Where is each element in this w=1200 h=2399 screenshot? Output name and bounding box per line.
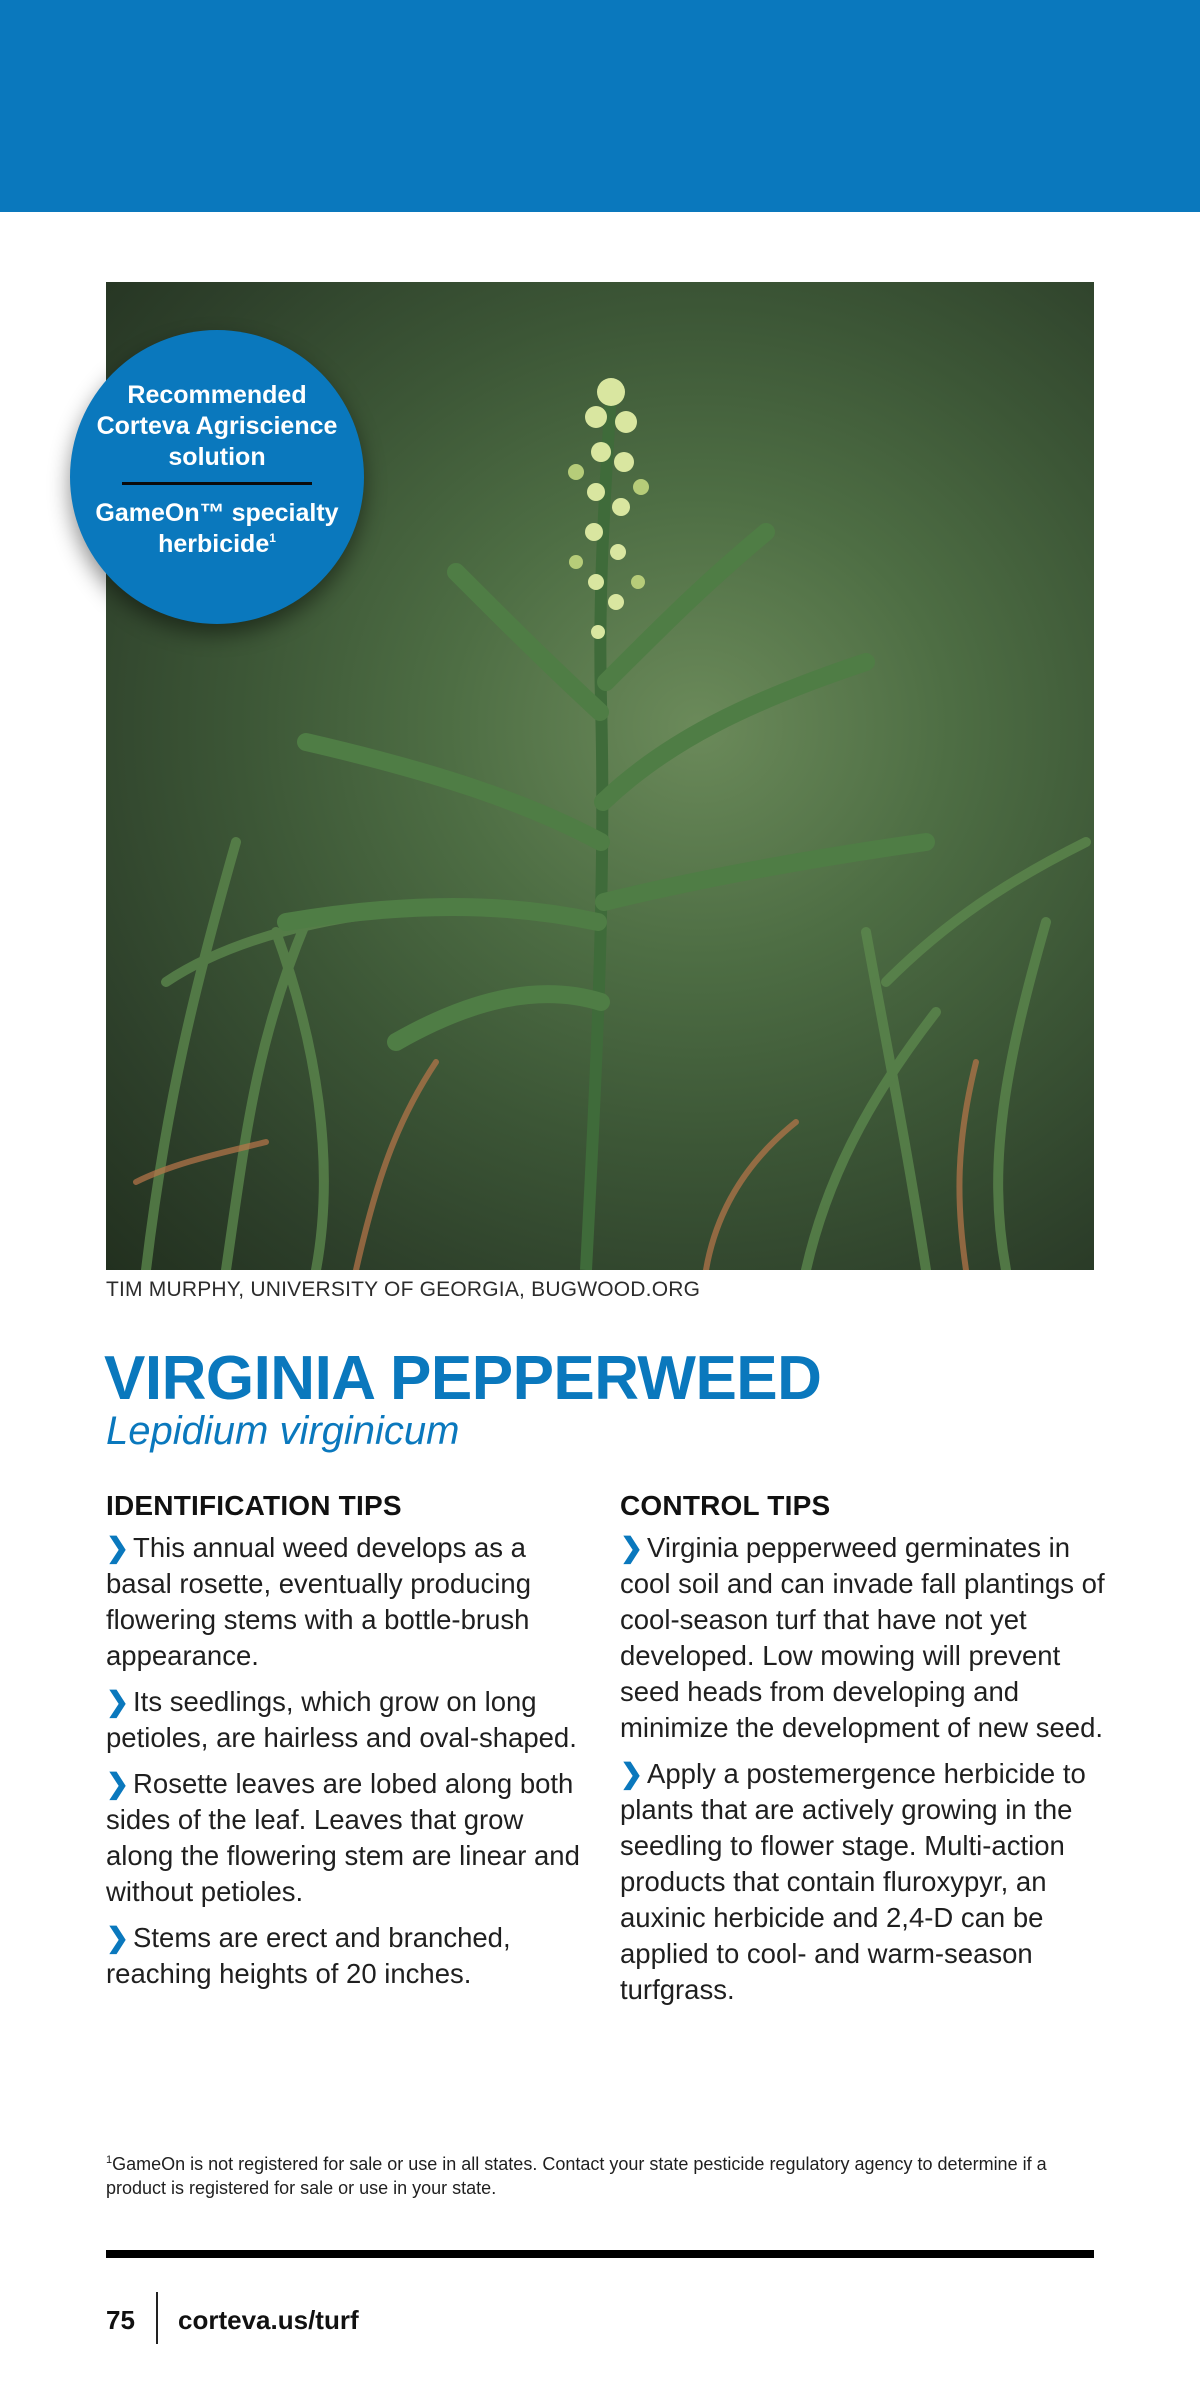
badge-footnote-marker: 1 [269,531,276,545]
control-tip [620,1530,1110,1746]
chevron-right-icon: ❯ [106,1532,130,1563]
chevron-right-icon: ❯ [620,1532,644,1563]
footer-separator [156,2292,158,2344]
badge-recommendation-text [90,380,344,473]
identification-tip [106,1530,586,1674]
footer-url[interactable]: corteva.us/turf [178,2305,359,2335]
badge-product-name: herbicide [158,530,270,558]
control-tip [620,1756,1110,2008]
badge-line-3: solution [168,443,266,471]
badge-line-1: Recommended [127,381,307,409]
chevron-right-icon: ❯ [106,1686,130,1717]
identification-heading: IDENTIFICATION TIPS [106,1490,402,1521]
recommended-solution-badge [70,330,364,624]
page-number: 75 [106,2305,135,2335]
chevron-right-icon: ❯ [106,1768,130,1799]
badge-product-line-1: GameOn™ specialty [95,499,339,527]
identification-tip [106,1766,586,1910]
header-band [0,0,1200,212]
footnote-text: GameOn is not registered for sale or use in all states. Contact your state pesticide regulatory agency to determine if a product is registered for sale or use in your state. [106,2154,1047,2198]
identification-tip-text: This annual weed develops as a basal rosette, eventually producing flowering stems with a bottle-brush appearance. [106,1532,531,1671]
badge-product-line-2 [90,529,344,560]
identification-tip-text: Rosette leaves are lobed along both sides of the leaf. Leaves that grow along the flowering stem are linear and without petioles. [106,1768,580,1907]
identification-tip [106,1920,586,1992]
badge-line-2: Corteva Agriscience [96,412,338,440]
chevron-right-icon: ❯ [106,1922,130,1953]
control-heading: CONTROL TIPS [620,1490,831,1521]
identification-tip [106,1684,586,1756]
identification-tip-text: Stems are erect and branched, reaching heights of 20 inches. [106,1922,511,1989]
chevron-right-icon: ❯ [620,1758,644,1789]
control-tip-text: Virginia pepperweed germinates in cool soil and can invade fall plantings of cool-season turf that have not yet developed. Low mowing will prevent seed heads from developing and minimize the development of new seed. [620,1532,1105,1743]
footer-divider [106,2250,1094,2258]
footnote-marker: 1 [106,2154,113,2166]
control-tip-text: Apply a postemergence herbicide to plants that are actively growing in the seedling to flower stage. Multi-action products that contain fluroxypyr, an auxinic herbicide and 2,4-D can be applied to cool- and warm-season turfgrass. [620,1758,1086,2005]
photo-credit: TIM MURPHY, UNIVERSITY OF GEORGIA, BUGWOOD.ORG [106,1278,701,1301]
badge-product-text [90,498,344,560]
footnote [106,2152,1066,2200]
page-title: VIRGINIA PEPPERWEED [104,1344,822,1413]
identification-tip-text: Its seedlings, which grow on long petioles, are hairless and oval-shaped. [106,1686,577,1753]
control-tips-section [620,1488,1110,2018]
scientific-name: Lepidium virginicum [106,1409,460,1453]
badge-divider [122,482,312,485]
identification-tips-section [106,1488,586,2002]
